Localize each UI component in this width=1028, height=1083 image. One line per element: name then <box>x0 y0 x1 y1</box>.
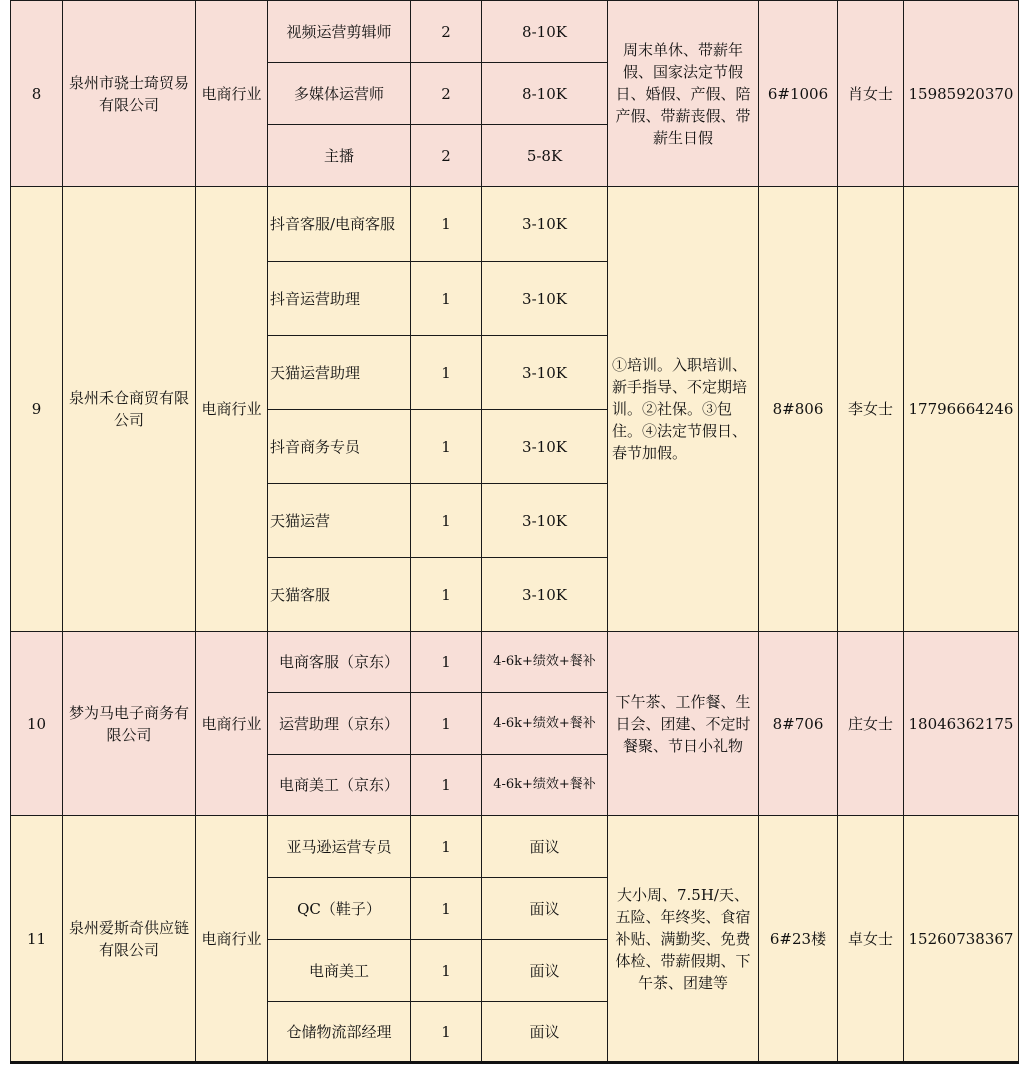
phone-number: 17796664246 <box>904 187 1019 632</box>
job-count: 1 <box>411 1002 482 1063</box>
job-title: 天猫运营助理 <box>268 336 411 410</box>
job-title: 电商美工 <box>268 940 411 1002</box>
job-count: 1 <box>411 632 482 693</box>
table-row <box>11 1 1019 63</box>
job-salary: 5-8K <box>482 125 608 187</box>
location: 6#1006 <box>759 1 838 187</box>
contact-person: 肖女士 <box>838 1 904 187</box>
phone-number: 15985920370 <box>904 1 1019 187</box>
job-salary: 3-10K <box>482 187 608 262</box>
job-count: 1 <box>411 336 482 410</box>
table-row <box>11 632 1019 693</box>
table-row <box>11 187 1019 262</box>
location: 8#806 <box>759 187 838 632</box>
job-count: 2 <box>411 1 482 63</box>
job-salary: 3-10K <box>482 484 608 558</box>
table-row <box>11 816 1019 878</box>
phone-number: 18046362175 <box>904 632 1019 816</box>
job-count: 1 <box>411 878 482 940</box>
job-count: 1 <box>411 755 482 816</box>
job-title: 电商客服（京东） <box>268 632 411 693</box>
benefits: 下午茶、工作餐、生日会、团建、不定时餐聚、节日小礼物 <box>608 632 759 816</box>
job-salary: 面议 <box>482 878 608 940</box>
company-name: 泉州禾仓商贸有限公司 <box>63 187 196 632</box>
contact-person: 卓女士 <box>838 816 904 1063</box>
job-salary: 8-10K <box>482 63 608 125</box>
job-title: 抖音商务专员 <box>268 410 411 484</box>
benefits: 大小周、7.5H/天、五险、年终奖、食宿补贴、满勤奖、免费体检、带薪假期、下午茶、团建等 <box>608 816 759 1063</box>
job-title: 仓储物流部经理 <box>268 1002 411 1063</box>
job-title: 天猫客服 <box>268 558 411 632</box>
job-salary: 面议 <box>482 940 608 1002</box>
job-salary: 面议 <box>482 816 608 878</box>
job-title: 主播 <box>268 125 411 187</box>
job-count: 1 <box>411 940 482 1002</box>
industry: 电商行业 <box>196 1 268 187</box>
company-name: 泉州市骁士琦贸易有限公司 <box>63 1 196 187</box>
contact-person: 李女士 <box>838 187 904 632</box>
row-number: 10 <box>11 632 63 816</box>
job-title: 抖音客服/电商客服 <box>268 187 411 262</box>
job-salary: 3-10K <box>482 336 608 410</box>
company-name: 梦为马电子商务有限公司 <box>63 632 196 816</box>
job-count: 1 <box>411 693 482 755</box>
job-count: 1 <box>411 262 482 336</box>
job-count: 1 <box>411 816 482 878</box>
job-salary: 8-10K <box>482 1 608 63</box>
job-title: 运营助理（京东） <box>268 693 411 755</box>
job-title: 电商美工（京东） <box>268 755 411 816</box>
job-title: QC（鞋子） <box>268 878 411 940</box>
job-salary: 4-6k+绩效+餐补 <box>482 755 608 816</box>
job-title: 视频运营剪辑师 <box>268 1 411 63</box>
job-title: 多媒体运营师 <box>268 63 411 125</box>
job-count: 2 <box>411 63 482 125</box>
industry: 电商行业 <box>196 187 268 632</box>
job-salary: 面议 <box>482 1002 608 1063</box>
job-count: 1 <box>411 558 482 632</box>
contact-person: 庄女士 <box>838 632 904 816</box>
location: 6#23楼 <box>759 816 838 1063</box>
industry: 电商行业 <box>196 816 268 1063</box>
job-listings-table <box>10 0 1019 1064</box>
phone-number: 15260738367 <box>904 816 1019 1063</box>
job-title: 天猫运营 <box>268 484 411 558</box>
row-number: 11 <box>11 816 63 1063</box>
row-number: 9 <box>11 187 63 632</box>
job-count: 1 <box>411 410 482 484</box>
job-title: 抖音运营助理 <box>268 262 411 336</box>
job-title: 亚马逊运营专员 <box>268 816 411 878</box>
job-count: 2 <box>411 125 482 187</box>
company-name: 泉州爱斯奇供应链有限公司 <box>63 816 196 1063</box>
job-salary: 4-6k+绩效+餐补 <box>482 632 608 693</box>
benefits: 周末单休、带薪年假、国家法定节假日、婚假、产假、陪产假、带薪丧假、带薪生日假 <box>608 1 759 187</box>
row-number: 8 <box>11 1 63 187</box>
job-salary: 3-10K <box>482 558 608 632</box>
job-count: 1 <box>411 484 482 558</box>
job-count: 1 <box>411 187 482 262</box>
job-salary: 3-10K <box>482 410 608 484</box>
industry: 电商行业 <box>196 632 268 816</box>
job-salary: 4-6k+绩效+餐补 <box>482 693 608 755</box>
job-salary: 3-10K <box>482 262 608 336</box>
location: 8#706 <box>759 632 838 816</box>
benefits: ①培训。入职培训、新手指导、不定期培训。②社保。③包住。④法定节假日、春节加假。 <box>608 187 759 632</box>
